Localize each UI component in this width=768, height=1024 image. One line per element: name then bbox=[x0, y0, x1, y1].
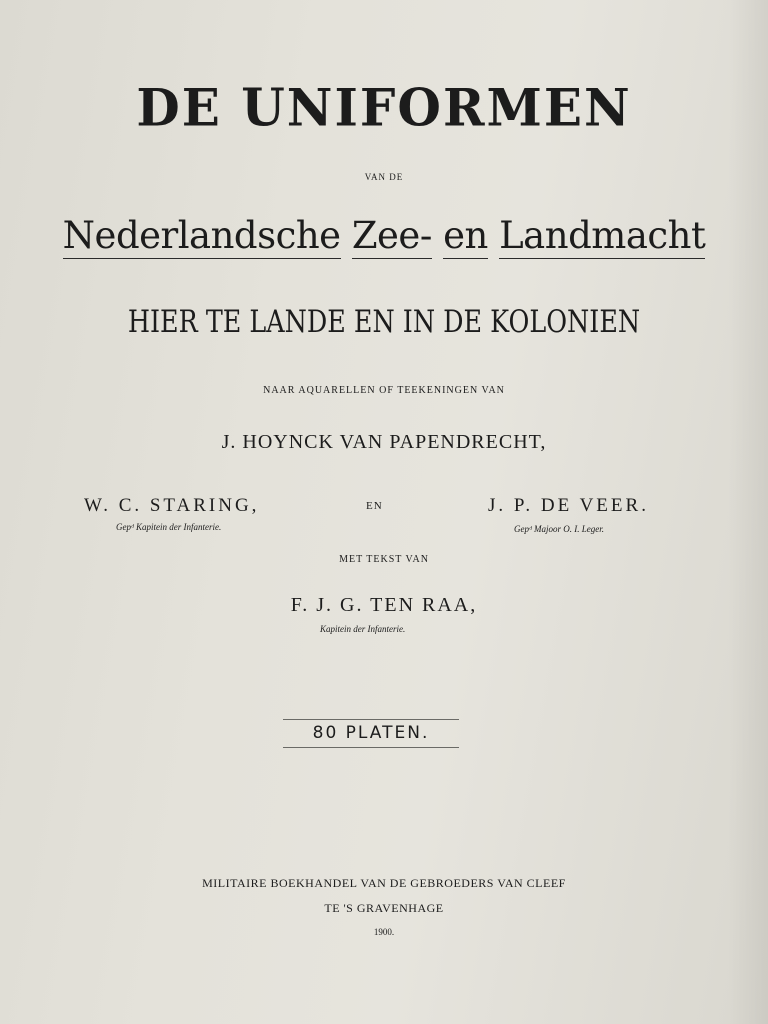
van-de-text: VAN DE bbox=[364, 172, 404, 182]
text-author-name: F. J. G. TEN RAA, bbox=[290, 594, 478, 616]
plates-count: 80 PLATEN. bbox=[312, 723, 430, 743]
subtitle-word-en: en bbox=[443, 214, 488, 257]
region-heading: HIER TE LANDE EN IN DE KOLONIEN bbox=[127, 304, 641, 340]
illustrators-connector: EN bbox=[366, 500, 383, 512]
illustrator-papendrecht: J. HOYNCK VAN PAPENDRECHT, bbox=[221, 431, 547, 453]
illustrators-intro: NAAR AQUARELLEN OF TEEKENINGEN VAN bbox=[263, 385, 505, 396]
text-author-intro: MET TEKST VAN bbox=[339, 554, 429, 565]
publisher: MILITAIRE BOEKHANDEL VAN DE GEBROEDERS VAN CLEEF bbox=[202, 876, 566, 890]
publication-place: TE 'S GRAVENHAGE bbox=[324, 901, 444, 915]
subtitle bbox=[0, 214, 768, 259]
de-veer-rank: Gepᵈ Majoor O. I. Leger. bbox=[514, 524, 605, 534]
page-edge-shadow bbox=[728, 0, 768, 1024]
subtitle-word-zee: Zee- bbox=[351, 214, 432, 257]
main-title: DE UNIFORMEN bbox=[136, 77, 632, 138]
plates-box bbox=[283, 719, 459, 748]
subtitle-word-nederlandsche: Nederlandsche bbox=[62, 214, 341, 257]
subtitle-word-landmacht: Landmacht bbox=[499, 214, 706, 257]
illustrator-staring: W. C. STARING, bbox=[84, 495, 260, 516]
publication-year: 1900. bbox=[373, 927, 395, 937]
illustrator-de-veer: J. P. DE VEER. bbox=[488, 495, 649, 516]
text-author-rank: Kapitein der Infanterie. bbox=[320, 624, 406, 634]
staring-rank: Gepᵈ Kapitein der Infanterie. bbox=[116, 522, 222, 532]
